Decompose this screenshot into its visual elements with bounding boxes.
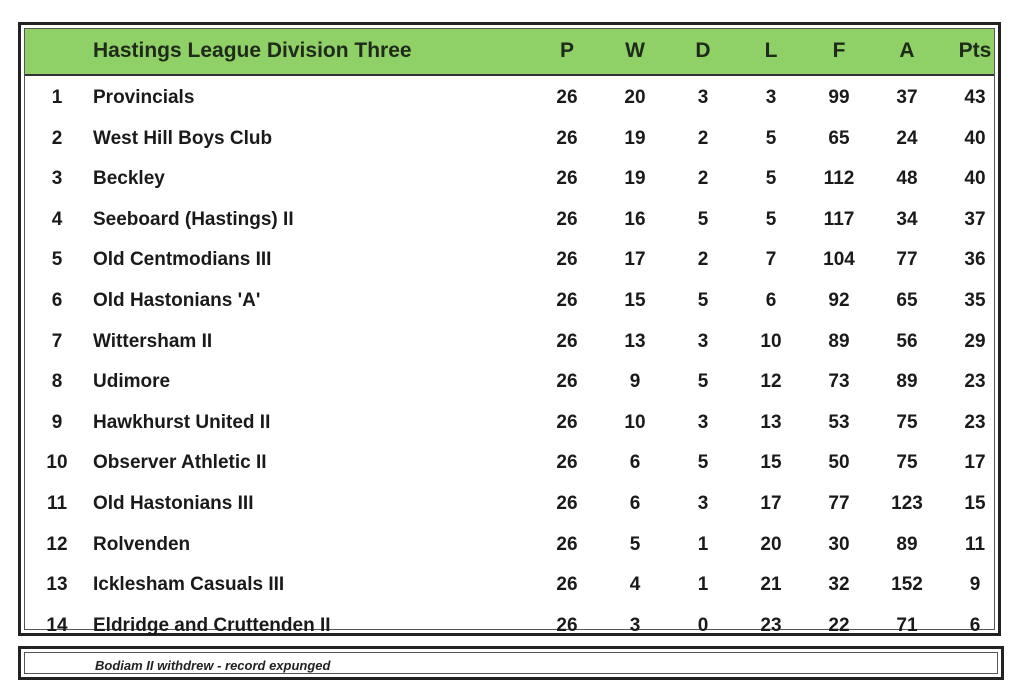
cell-position: 9 — [51, 411, 63, 433]
cell-team: Icklesham Casuals III — [93, 574, 285, 596]
table-row — [25, 403, 994, 443]
cell-f: 50 — [828, 452, 850, 474]
cell-d: 5 — [697, 290, 709, 311]
cell-a: 89 — [896, 371, 918, 393]
cell-f: 77 — [828, 493, 850, 514]
table-row — [25, 281, 994, 321]
cell-p: 26 — [556, 452, 578, 474]
cell-d: 3 — [697, 411, 709, 433]
cell-team: Udimore — [93, 371, 171, 393]
cell-f: 117 — [823, 208, 855, 230]
cell-w: 20 — [624, 87, 646, 108]
cell-position: 3 — [51, 168, 63, 190]
cell-p: 26 — [556, 290, 578, 311]
column-header-w: W — [625, 39, 645, 62]
cell-pts: 17 — [964, 452, 986, 474]
cell-p: 26 — [556, 493, 578, 514]
table-row — [25, 565, 994, 605]
cell-pts: 23 — [964, 371, 986, 393]
league-table — [18, 22, 1001, 636]
table-row — [25, 200, 994, 240]
cell-p: 26 — [556, 249, 578, 271]
cell-d: 5 — [697, 208, 709, 230]
cell-a: 37 — [896, 87, 918, 108]
column-header-d: D — [695, 39, 711, 62]
cell-a: 48 — [896, 168, 918, 190]
cell-w: 6 — [629, 493, 641, 514]
cell-f: 89 — [828, 330, 850, 352]
cell-f: 30 — [828, 533, 850, 555]
cell-l: 12 — [760, 371, 782, 393]
cell-f: 104 — [823, 249, 855, 271]
cell-d: 2 — [697, 127, 709, 149]
cell-position: 6 — [51, 290, 63, 311]
cell-l: 5 — [765, 127, 777, 149]
cell-l: 7 — [765, 249, 777, 271]
cell-position: 2 — [51, 127, 63, 149]
cell-position: 8 — [51, 371, 63, 393]
cell-p: 26 — [556, 330, 578, 352]
table-row — [25, 525, 994, 565]
cell-w: 19 — [624, 168, 646, 190]
cell-p: 26 — [556, 127, 578, 149]
cell-p: 26 — [556, 574, 578, 596]
league-table-inner — [24, 28, 995, 636]
table-title: Hastings League Division Three — [93, 39, 412, 62]
cell-pts: 29 — [964, 330, 986, 352]
cell-team: Eldridge and Cruttenden II — [93, 614, 331, 636]
cell-pts: 40 — [964, 127, 986, 149]
cell-p: 26 — [556, 614, 578, 636]
cell-p: 26 — [556, 371, 578, 393]
cell-p: 26 — [556, 411, 578, 433]
cell-l: 21 — [760, 574, 782, 596]
column-header-a: A — [899, 39, 915, 62]
cell-w: 17 — [624, 249, 646, 271]
cell-l: 10 — [760, 330, 782, 352]
cell-position: 14 — [46, 614, 68, 636]
cell-d: 2 — [697, 168, 709, 190]
table-row — [25, 78, 994, 118]
cell-pts: 37 — [964, 208, 986, 230]
cell-w: 6 — [629, 452, 641, 474]
cell-pts: 35 — [964, 290, 986, 311]
cell-position: 11 — [46, 493, 68, 514]
cell-w: 16 — [624, 208, 646, 230]
cell-w: 10 — [624, 411, 646, 433]
cell-l: 20 — [760, 533, 782, 555]
cell-p: 26 — [556, 208, 578, 230]
cell-w: 19 — [624, 127, 646, 149]
cell-f: 73 — [828, 371, 850, 393]
cell-f: 92 — [828, 290, 850, 311]
cell-team: Observer Athletic II — [93, 452, 267, 474]
cell-pts: 6 — [969, 614, 981, 636]
cell-pts: 11 — [964, 533, 986, 555]
cell-pts: 36 — [964, 249, 986, 271]
cell-w: 5 — [629, 533, 641, 555]
cell-w: 3 — [629, 614, 641, 636]
cell-position: 5 — [51, 249, 63, 271]
cell-d: 5 — [697, 452, 709, 474]
cell-pts: 9 — [969, 574, 981, 596]
cell-a: 123 — [891, 493, 923, 514]
cell-pts: 15 — [964, 493, 986, 514]
cell-l: 15 — [760, 452, 782, 474]
cell-team: West Hill Boys Club — [93, 127, 273, 149]
cell-team: Old Centmodians III — [93, 249, 272, 271]
cell-l: 6 — [765, 290, 777, 311]
cell-position: 7 — [51, 330, 63, 352]
cell-l: 17 — [760, 493, 782, 514]
cell-pts: 23 — [964, 411, 986, 433]
cell-d: 3 — [697, 493, 709, 514]
cell-p: 26 — [556, 87, 578, 108]
cell-a: 34 — [896, 208, 918, 230]
cell-d: 3 — [697, 330, 709, 352]
cell-team: Provincials — [93, 87, 195, 108]
cell-a: 24 — [896, 127, 918, 149]
cell-team: Old Hastonians III — [93, 493, 254, 514]
cell-d: 1 — [697, 533, 709, 555]
cell-team: Rolvenden — [93, 533, 191, 555]
cell-d: 1 — [697, 574, 709, 596]
cell-a: 152 — [891, 574, 923, 596]
column-header-l: L — [764, 39, 778, 62]
cell-d: 2 — [697, 249, 709, 271]
cell-f: 32 — [828, 574, 850, 596]
cell-l: 23 — [760, 614, 782, 636]
cell-position: 10 — [46, 452, 68, 474]
cell-pts: 43 — [964, 87, 986, 108]
table-row — [25, 119, 994, 159]
cell-l: 5 — [765, 208, 777, 230]
column-header-pts: Pts — [958, 39, 992, 62]
cell-position: 13 — [46, 574, 68, 596]
cell-position: 1 — [51, 87, 63, 108]
cell-team: Beckley — [93, 168, 165, 190]
note-box — [18, 646, 1004, 680]
cell-team: Seeboard (Hastings) II — [93, 208, 294, 230]
cell-p: 26 — [556, 168, 578, 190]
table-row — [25, 362, 994, 402]
cell-f: 53 — [828, 411, 850, 433]
cell-d: 0 — [697, 614, 709, 636]
withdrawal-note: Bodiam II withdrew - record expunged — [95, 658, 331, 673]
cell-w: 15 — [624, 290, 646, 311]
cell-a: 71 — [896, 614, 918, 636]
cell-a: 75 — [896, 452, 918, 474]
cell-w: 9 — [629, 371, 641, 393]
note-inner — [24, 652, 998, 674]
cell-f: 22 — [828, 614, 850, 636]
cell-d: 5 — [697, 371, 709, 393]
cell-a: 89 — [896, 533, 918, 555]
table-row — [25, 240, 994, 280]
cell-position: 4 — [51, 208, 63, 230]
table-row — [25, 484, 994, 524]
cell-a: 65 — [896, 290, 918, 311]
cell-w: 4 — [629, 574, 641, 596]
table-row — [25, 159, 994, 199]
cell-a: 56 — [896, 330, 918, 352]
cell-pts: 40 — [964, 168, 986, 190]
table-header — [25, 29, 994, 76]
cell-a: 75 — [896, 411, 918, 433]
column-header-p: P — [559, 39, 574, 62]
cell-p: 26 — [556, 533, 578, 555]
cell-f: 112 — [823, 168, 855, 190]
cell-f: 65 — [828, 127, 850, 149]
table-row — [25, 322, 994, 362]
cell-l: 5 — [765, 168, 777, 190]
cell-position: 12 — [46, 533, 68, 555]
table-row — [25, 606, 994, 646]
cell-l: 13 — [760, 411, 782, 433]
table-row — [25, 443, 994, 483]
cell-w: 13 — [624, 330, 646, 352]
cell-team: Wittersham II — [93, 330, 213, 352]
cell-team: Old Hastonians 'A' — [93, 290, 261, 311]
cell-d: 3 — [697, 87, 709, 108]
cell-f: 99 — [828, 87, 850, 108]
cell-a: 77 — [896, 249, 918, 271]
cell-l: 3 — [765, 87, 777, 108]
column-header-f: F — [832, 39, 846, 62]
cell-team: Hawkhurst United II — [93, 411, 271, 433]
